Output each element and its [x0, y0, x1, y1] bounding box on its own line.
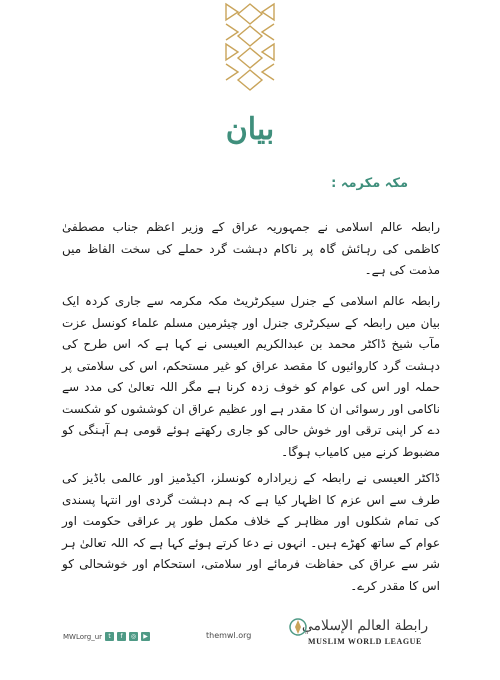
paragraph-condemnation: رابطہ عالم اسلامی نے جمہوریہ عراق کے وزیر اعظم جناب مصطفیٰ کاظمی کی رہائش گاہ پر ناکام دہشت گرد حملے کی سخت الفاظ میں مذمت کی ہے۔ [62, 220, 440, 277]
social-handle[interactable]: MWLorg_ur [63, 632, 103, 641]
facebook-icon[interactable]: f [117, 632, 126, 641]
mwl-logo [290, 617, 440, 646]
statement-title: بیان [225, 112, 275, 147]
paragraph-solidarity: ڈاکٹر العیسی نے رابطہ کے زیرادارہ کونسلز، اکیڈمیز اور عالمی باڈیز کی طرف سے اس عزم کا اظہار کیا ہے کہ ہم دہشت گردی اور انتہا پسندی کی تمام شکلوں اور مظاہر کے خلاف مکمل طور پر عراقی حکومت اور عوام کے ساتھ کھڑے ہیں۔ انہوں نے دعا کرتے ہوئے کہا ہے کہ اللہ تعالیٰ ہر شر سے عراق کی حفاظت فرمائے اور سلامتی، استحکام اور خوشحالی کو اس کا مقدر کرے۔ [62, 471, 440, 593]
logo-emblem-icon [288, 617, 308, 637]
website-link[interactable]: themwl.org [206, 631, 252, 640]
youtube-icon[interactable]: ▶ [141, 632, 150, 641]
logo-english-text: MUSLIM WORLD LEAGUE [308, 637, 422, 646]
paragraph-secretary-statement: رابطہ عالم اسلامی کے جنرل سیکرٹریٹ مکہ مکرمہ سے جاری کردہ ایک بیان میں رابطہ کے سیکرٹری جنرل اور چیئرمین مسلم علماء کونسل عزت مآب شیخ ڈاکٹر محمد بن عبدالکریم العیسی نے کہا ہے کہ اس طرح کی دہشت گرد کاروائیوں کا مقصد عراق کو غیر مستحکم، اس کی سلامتی پر حملہ اور اس کی عوام کو خوف زدہ کرنا ہے مگر اللہ تعالیٰ کی مدد سے ناکامی اور رسوائی ان کا مقدر ہے اور عظیم عراق ان کوششوں کو شکست دے کر اپنی ترقی اور خوش حالی کو جاری رکھتے ہوئے قومی ہم آہنگی کو مضبوط کرنے میں کامیاب ہوگا۔ [62, 294, 440, 459]
twitter-icon[interactable]: t [105, 632, 114, 641]
social-handles [63, 632, 150, 641]
instagram-icon[interactable]: ◎ [130, 633, 137, 640]
decorative-pattern [222, 2, 278, 94]
logo-arabic-text: رابطة العالم الإسلامي [301, 618, 429, 634]
location-label: مکہ مکرمہ : [331, 176, 408, 191]
